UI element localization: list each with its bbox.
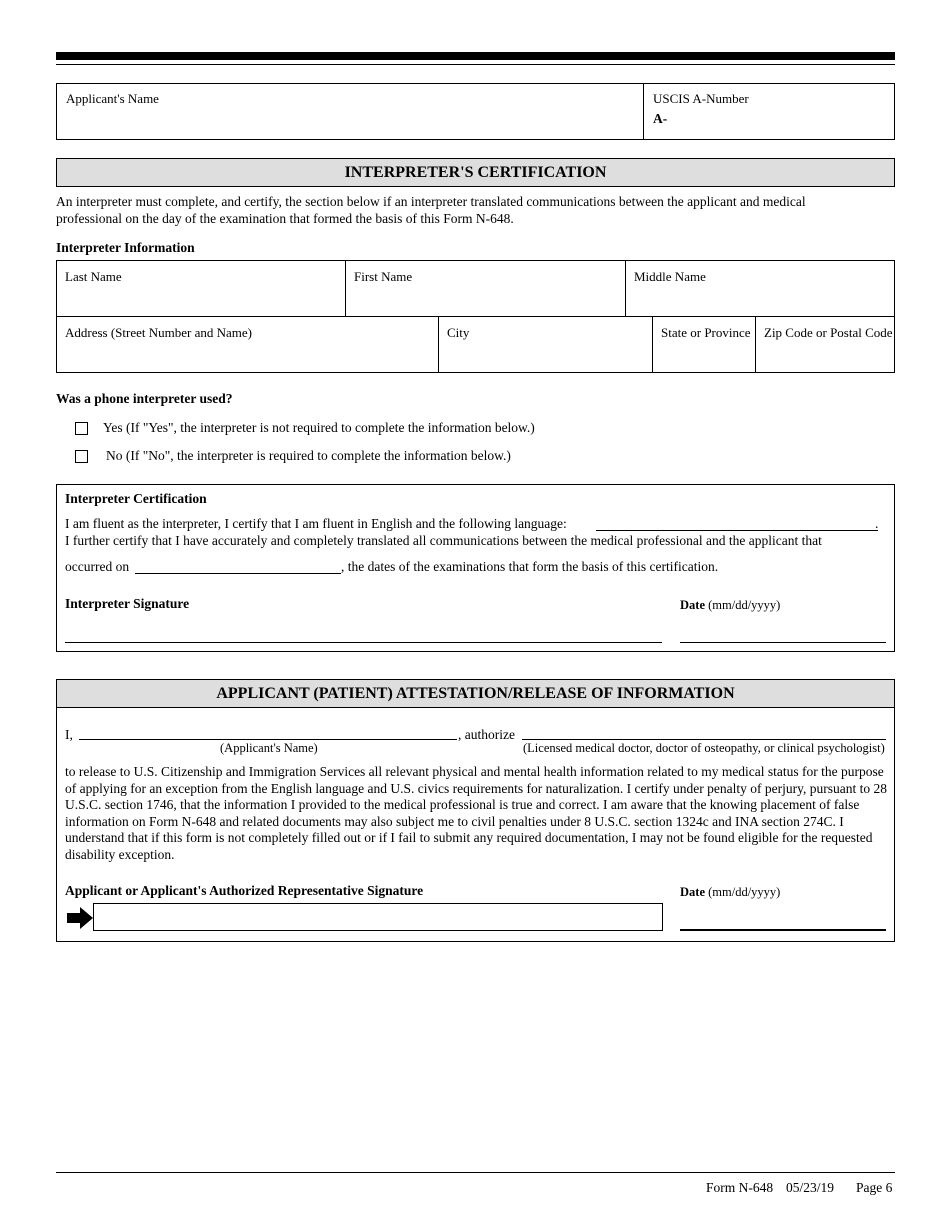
applicant-name-field[interactable] <box>57 108 642 139</box>
interpreter-cert-box <box>56 484 895 652</box>
language-field[interactable] <box>596 530 878 531</box>
interpreter-info-heading: Interpreter Information <box>56 240 195 255</box>
phone-yes-checkbox[interactable] <box>75 422 88 435</box>
cert-heading: Interpreter Certification <box>65 491 207 506</box>
applicant-name-label: Applicant's Name <box>66 91 159 106</box>
top-rule-thick <box>56 52 895 60</box>
doctor-name-field[interactable] <box>522 739 886 740</box>
top-rule-thin <box>56 64 895 65</box>
footer-form: Form N-648 <box>706 1180 774 1195</box>
applicant-date-label: Date (mm/dd/yyyy) <box>680 885 781 899</box>
dates-text: , the dates of the examinations that form the basis of this certification. <box>341 559 719 574</box>
interpreter-address-row <box>56 316 895 373</box>
i-label: I, <box>65 727 73 742</box>
footer-page: Page 6 <box>856 1180 893 1195</box>
attestation-title: APPLICANT (PATIENT) ATTESTATION/RELEASE OF INFORMATION <box>56 679 895 708</box>
phone-yes-label: Yes (If "Yes", the interpreter is not required to complete the information below.) <box>103 420 535 435</box>
footer-edition: 05/23/19 <box>786 1180 835 1195</box>
state-field[interactable]: State or Province <box>652 317 755 372</box>
phone-no-checkbox[interactable] <box>75 450 88 463</box>
doctor-caption: (Licensed medical doctor, doctor of osteopathy, or clinical psychologist) <box>523 741 885 755</box>
zip-field[interactable]: Zip Code or Postal Code <box>755 317 894 372</box>
right-arrow-icon <box>67 907 93 929</box>
interpreter-date-label: Date (mm/dd/yyyy) <box>680 598 781 612</box>
applicant-signature-label: Applicant or Applicant's Authorized Representative Signature <box>65 883 424 898</box>
applicant-date-field[interactable] <box>680 929 886 931</box>
last-name-field[interactable]: Last Name <box>65 269 122 284</box>
cert-line2: I further certify that I have accurately and completely translated all communications between the medical professional and the applicant that <box>65 533 822 548</box>
applicant-name-field-attestation[interactable] <box>79 739 457 740</box>
a-number-field[interactable] <box>669 108 889 136</box>
first-name-field[interactable]: First Name <box>345 261 625 316</box>
cert-line1: I am fluent as the interpreter, I certify that I am fluent in English and the following language: <box>65 516 567 531</box>
phone-no-label: No (If "No", the interpreter is required to complete the information below.) <box>106 448 511 463</box>
footer-rule <box>56 1172 895 1173</box>
city-field[interactable]: City <box>438 317 652 372</box>
attestation-box <box>56 707 895 942</box>
attestation-body: to release to U.S. Citizenship and Immigration Services all relevant physical and mental health information related to my medical status for the purpose of applying for an exception from the English language and U.S. civics requirements for naturalization. I certify under penalty of perjury, pursuant to 28 U.S.C. section 1746, that the information I provided to the medical professional is true and correct. I am aware that the knowing placement of false information on Form N-648 and related documents may also subject me to civil penalties under 8 U.S.C. section 1324c and INA section 274C. I understand that if this form is not completely filled out or if I fail to submit any required documentation, I may not be found eligible for the requested disability exception. <box>65 764 887 862</box>
interpreter-signature-field[interactable] <box>65 642 662 643</box>
interpreter-date-field[interactable] <box>680 642 886 643</box>
interpreter-intro: An interpreter must complete, and certify, the section below if an interpreter translated communications between the applicant and medical professional on the day of the examination that formed the basis of this Form N-648. <box>56 194 806 226</box>
interpreter-signature-label: Interpreter Signature <box>65 596 190 611</box>
interpreter-cert-title: INTERPRETER'S CERTIFICATION <box>56 158 895 187</box>
a-number-label: USCIS A-Number <box>653 91 749 106</box>
applicant-name-caption: (Applicant's Name) <box>220 741 318 755</box>
occurred-on-label: occurred on <box>65 559 130 574</box>
applicant-signature-field[interactable] <box>93 903 663 931</box>
cert-period: . <box>875 516 879 531</box>
address-field[interactable]: Address (Street Number and Name) <box>65 325 252 340</box>
a-number-prefix: A- <box>653 111 668 126</box>
interpreter-name-row <box>56 260 895 317</box>
applicant-header-box <box>56 83 895 140</box>
middle-name-field[interactable]: Middle Name <box>625 261 894 316</box>
examination-dates-field[interactable] <box>135 573 341 574</box>
phone-question: Was a phone interpreter used? <box>56 391 233 406</box>
authorize-label: , authorize <box>458 727 515 742</box>
